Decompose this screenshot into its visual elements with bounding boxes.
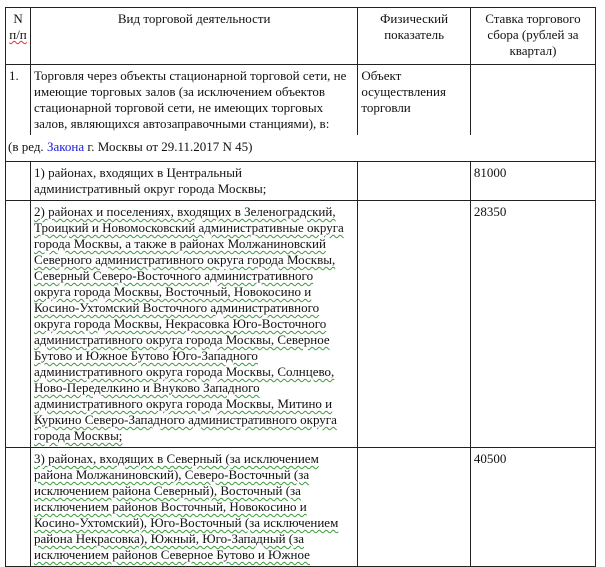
amendment-suffix: г. Москвы от 29.11.2017 N 45) <box>84 139 253 154</box>
table-row-1 <box>6 65 596 136</box>
header-num-sub: п/п <box>9 27 27 42</box>
sub1-indicator <box>358 162 471 201</box>
header-row <box>6 8 596 65</box>
sub3-rate: 40500 <box>470 448 595 567</box>
text-line: города Москвы; <box>34 428 123 443</box>
header-num-label: N <box>13 11 23 26</box>
text-line: административного округа города Москвы, Митино и <box>34 396 333 411</box>
sub1-num <box>6 162 31 201</box>
text-line: осуществления <box>361 84 446 99</box>
text-line: исключением районов Восточный, Новокосино и <box>34 499 307 514</box>
text-line: имеющие торговых залов (за исключением объектов <box>34 84 325 99</box>
sub3-indicator <box>358 448 471 567</box>
text-line: административного округа города Москвы, Северное <box>34 332 330 347</box>
table-row-sub-3 <box>6 448 596 567</box>
text-line: торговли <box>361 100 411 115</box>
row1-rate <box>470 65 595 136</box>
table-row-sub-1 <box>6 162 596 201</box>
text-line: административного округа города Москвы, Солнцево, <box>34 364 335 379</box>
header-rate: Ставка торгового сбора (рублей за квартал) <box>470 8 595 65</box>
sub3-activity-text <box>34 451 354 563</box>
sub3-activity <box>31 448 358 567</box>
text-line: 2) районах и поселениях, входящих в Зеленоградский, <box>34 204 336 219</box>
row1-indicator-text <box>361 68 467 116</box>
text-line: административный округ города Москвы; <box>34 181 267 196</box>
text-line: Косино-Ухтомский), Юго-Восточный (за исключением <box>34 515 339 530</box>
text-line: района Молжаниновский), Северо-Восточный (за <box>34 467 310 482</box>
amendment-note <box>6 135 596 162</box>
text-line: Бутово и Южное Бутово Юго-Западного <box>34 348 258 363</box>
amendment-prefix: (в ред. <box>8 139 47 154</box>
sub2-indicator <box>358 201 471 448</box>
sub1-activity-text <box>34 165 354 197</box>
sub2-rate: 28350 <box>470 201 595 448</box>
trade-fee-table <box>5 7 596 567</box>
row1-num: 1. <box>6 65 31 136</box>
header-indicator: Физический показатель <box>358 8 471 65</box>
text-line: района Некрасовка), Южный, Юго-Западный (за <box>34 531 305 546</box>
text-line: Куркино Северо-Западного административного округа <box>34 412 337 427</box>
sub2-activity-text <box>34 204 354 444</box>
sub1-activity <box>31 162 358 201</box>
text-line: исключением районов Северное Бутово и Южное <box>34 547 310 562</box>
text-line: округа города Москвы, Некрасовка Юго-Восточного <box>34 316 327 331</box>
table-row-sub-2 <box>6 201 596 448</box>
text-line: Троицкий и Новомосковский административные округа <box>34 220 344 235</box>
header-num <box>6 8 31 65</box>
row1-activity-text <box>34 68 354 132</box>
text-line: Северный Северо-Восточного административного <box>34 268 314 283</box>
text-line: 1) районах, входящих в Центральный <box>34 165 242 180</box>
text-line: Объект <box>361 68 402 83</box>
row1-activity <box>31 65 358 136</box>
amendment-law-link[interactable]: Закона <box>46 139 85 154</box>
sub1-rate: 81000 <box>470 162 595 201</box>
text-line: залов, являющихся автозаправочными станциями), в: <box>34 116 330 131</box>
sub2-num <box>6 201 31 448</box>
text-line: стационарной торговой сети, не имеющих торговых <box>34 100 324 115</box>
text-line: города Москвы, а также в районах Молжаниновский <box>34 236 326 251</box>
text-line: округа города Москвы, Восточный, Новокосино и <box>34 284 312 299</box>
text-line: Косино-Ухтомский Восточного административного <box>34 300 320 315</box>
header-activity: Вид торговой деятельности <box>31 8 358 65</box>
text-line: Северного административного округа города Москвы, <box>34 252 336 267</box>
row1-indicator <box>358 65 471 136</box>
text-line: Торговля через объекты стационарной торговой сети, не <box>34 68 347 83</box>
sub2-activity <box>31 201 358 448</box>
text-line: 3) районах, входящих в Северный (за исключением <box>34 451 319 466</box>
amendment-row <box>6 135 596 162</box>
text-line: Ново-Переделкино и Внуково Западного <box>34 380 260 395</box>
text-line: исключением района Северный), Восточный (за <box>34 483 301 498</box>
sub3-num <box>6 448 31 567</box>
